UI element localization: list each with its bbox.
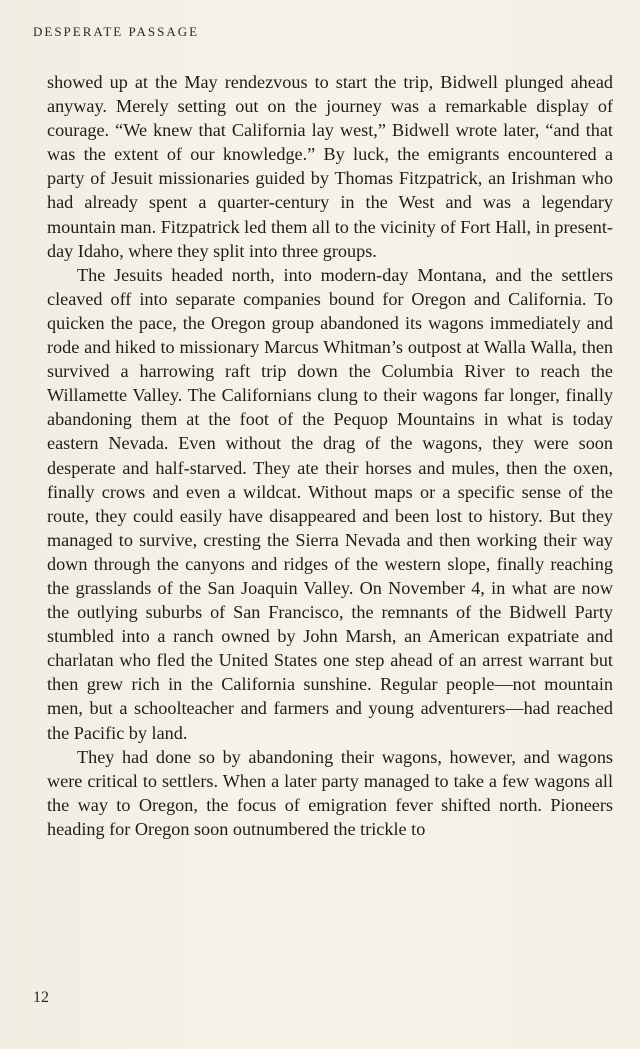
body-text (47, 70, 613, 841)
paragraph-3: They had done so by abandoning their wagons, however, and wagons were critical to settlers. When a later party managed to take a few wagons all the way to Oregon, the focus of emigration fever shifted north. Pioneers heading for Oregon soon outnumbered the trickle to (47, 746, 613, 839)
paragraph-1: showed up at the May rendezvous to start the trip, Bidwell plunged ahead anyway. Merely setting out on the journey was a remarkable display of courage. “We knew that California lay west,” Bidwell wrote later, “and that was the extent of our knowledge.” By luck, the emigrants encountered a party of Jesuit missionaries guided by Thomas Fitzpatrick, an Irishman who had already spent a quarter-century in the West and was a legendary mountain man. Fitzpatrick led them all to the vicinity of Fort Hall, in present-day Idaho, where they split into three groups. (47, 72, 613, 261)
running-head: DESPERATE PASSAGE (33, 24, 200, 39)
paragraph-2: The Jesuits headed north, into modern-day Montana, and the settlers cleaved off into separate companies bound for Oregon and California. To quicken the pace, the Oregon group abandoned its wagons immediately and rode and hiked to missionary Marcus Whitman’s outpost at Walla Walla, then survived a harrowing raft trip down the Columbia River to reach the Willamette Valley. The Californians clung to their wagons far longer, finally abandoning them at the foot of the Pequop Mountains in what is today eastern Nevada. Even without the drag of the wagons, they were soon desperate and half-starved. They ate their horses and mules, then the oxen, finally crows and even a wildcat. Without maps or a specific sense of the route, they could easily have disappeared and been lost to history. But they managed to survive, cresting the Sierra Nevada and then working their way down through the canyons and ridges of the western slope, finally reaching the grasslands of the San Joaquin Valley. On November 4, in what are now the outlying suburbs of San Francisco, the remnants of the Bidwell Party stumbled into a ranch owned by John Marsh, an American expatriate and charlatan who fled the United States one step ahead of an arrest warrant but then grew rich in the California sunshine. Regular people—not mountain men, but a schoolteacher and farmers and young adventurers—had reached the Pacific by land. (47, 264, 613, 743)
page-number: 12 (33, 989, 49, 1006)
